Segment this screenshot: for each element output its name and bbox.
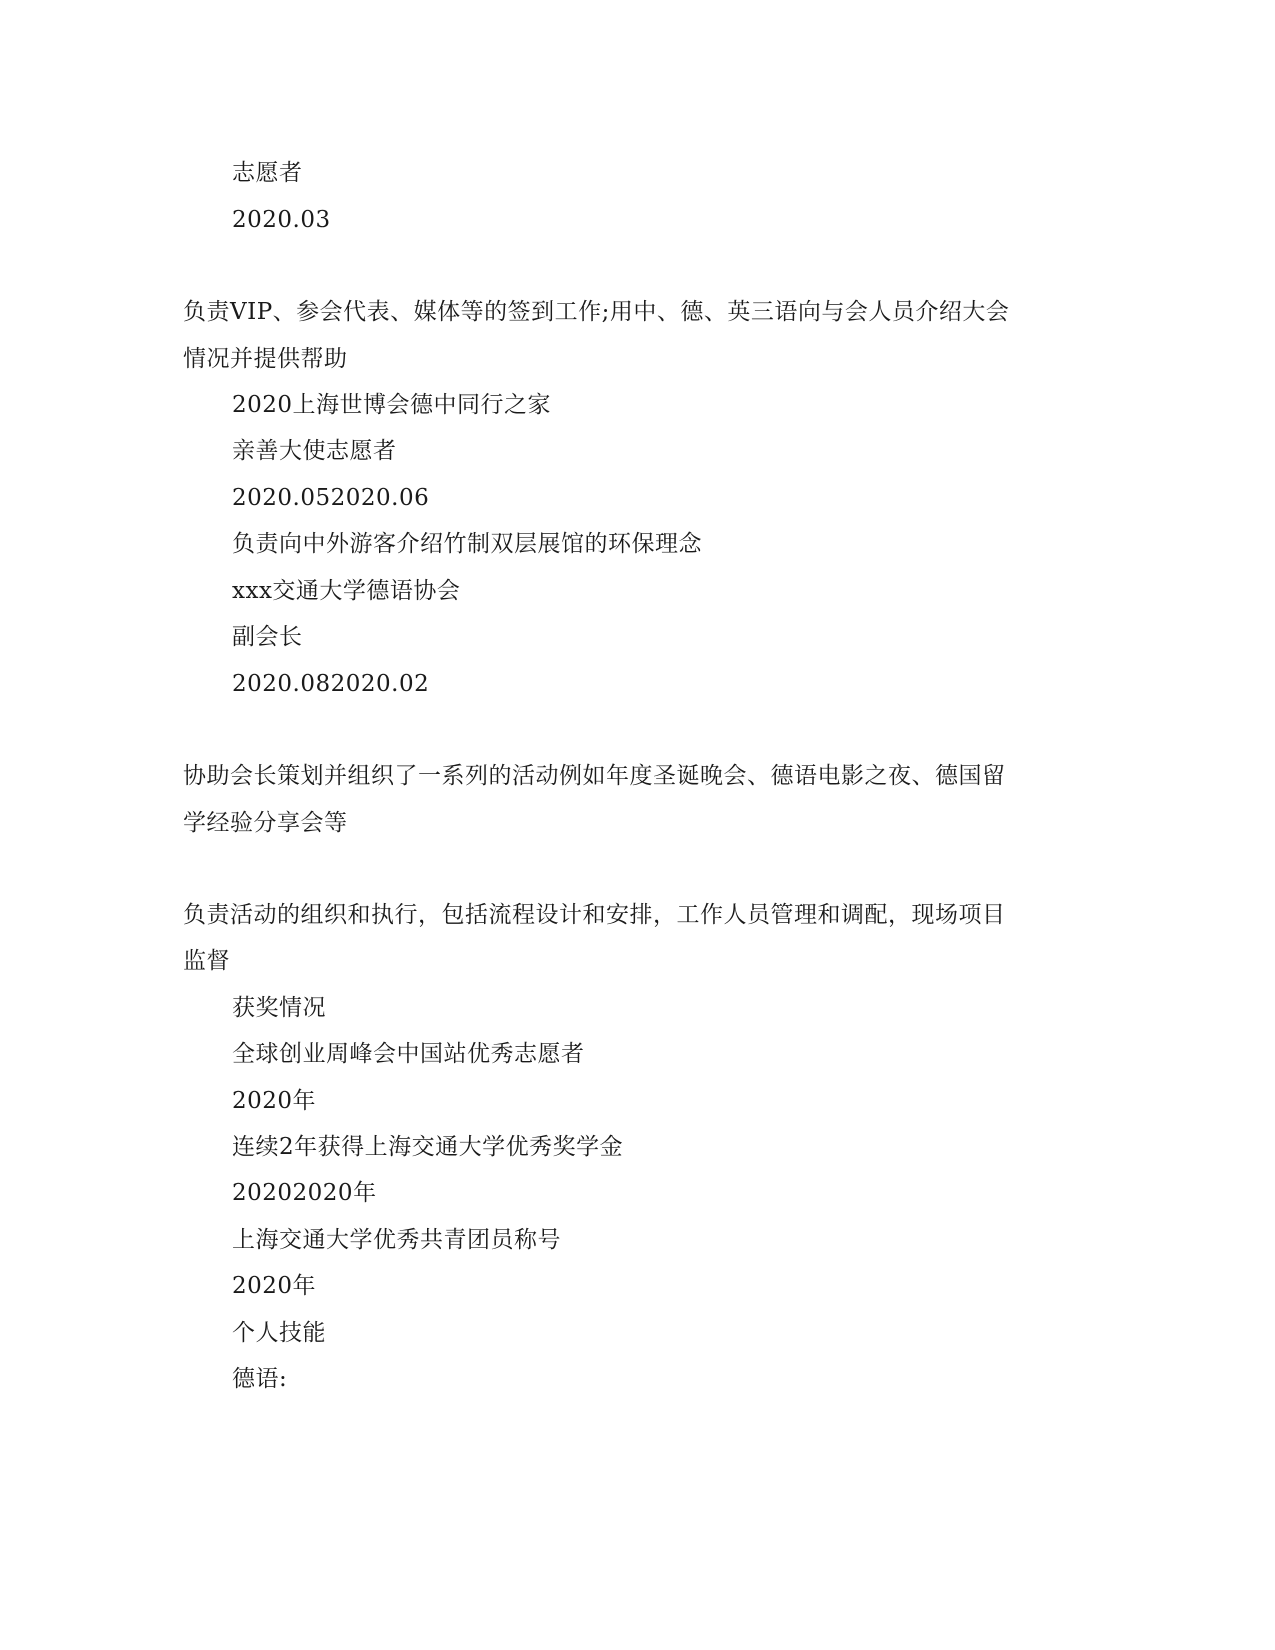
duty-expo-pavilion: 负责向中外游客介绍竹制双层展馆的环保理念 bbox=[232, 531, 702, 557]
org-expo-house: 2020上海世博会德中同行之家 bbox=[232, 392, 552, 418]
date-range-association: 2020.082020.02 bbox=[232, 671, 430, 697]
org-german-association: xxx交通大学德语协会 bbox=[232, 578, 461, 604]
role-volunteer: 志愿者 bbox=[232, 160, 303, 186]
role-vice-president: 副会长 bbox=[232, 624, 303, 650]
award-gew-year: 2020年 bbox=[232, 1088, 317, 1114]
award-scholarship-year: 20202020年 bbox=[232, 1180, 377, 1206]
award-scholarship: 连续2年获得上海交通大学优秀奖学金 bbox=[232, 1134, 624, 1160]
award-gew-volunteer: 全球创业周峰会中国站优秀志愿者 bbox=[232, 1041, 585, 1067]
duty-organization-line-1: 负责活动的组织和执行，包括流程设计和安排，工作人员管理和调配，现场项目 bbox=[183, 902, 1006, 928]
date-2020-03: 2020.03 bbox=[232, 207, 331, 233]
duty-checkin-line-2: 情况并提供帮助 bbox=[183, 346, 348, 372]
role-goodwill-ambassador: 亲善大使志愿者 bbox=[232, 438, 397, 464]
section-skills-heading: 个人技能 bbox=[232, 1320, 326, 1346]
skill-german-label: 德语: bbox=[232, 1366, 288, 1392]
duty-organization-line-2: 监督 bbox=[183, 948, 230, 974]
duty-events-line-1: 协助会长策划并组织了一系列的活动例如年度圣诞晚会、德语电影之夜、德国留 bbox=[183, 763, 1006, 789]
duty-events-line-2: 学经验分享会等 bbox=[183, 810, 348, 836]
date-range-expo: 2020.052020.06 bbox=[232, 485, 430, 511]
duty-checkin-line-1: 负责VIP、参会代表、媒体等的签到工作;用中、德、英三语向与会人员介绍大会 bbox=[183, 299, 1010, 325]
section-awards-heading: 获奖情况 bbox=[232, 995, 326, 1021]
award-league-year: 2020年 bbox=[232, 1273, 317, 1299]
award-league-member: 上海交通大学优秀共青团员称号 bbox=[232, 1227, 561, 1253]
